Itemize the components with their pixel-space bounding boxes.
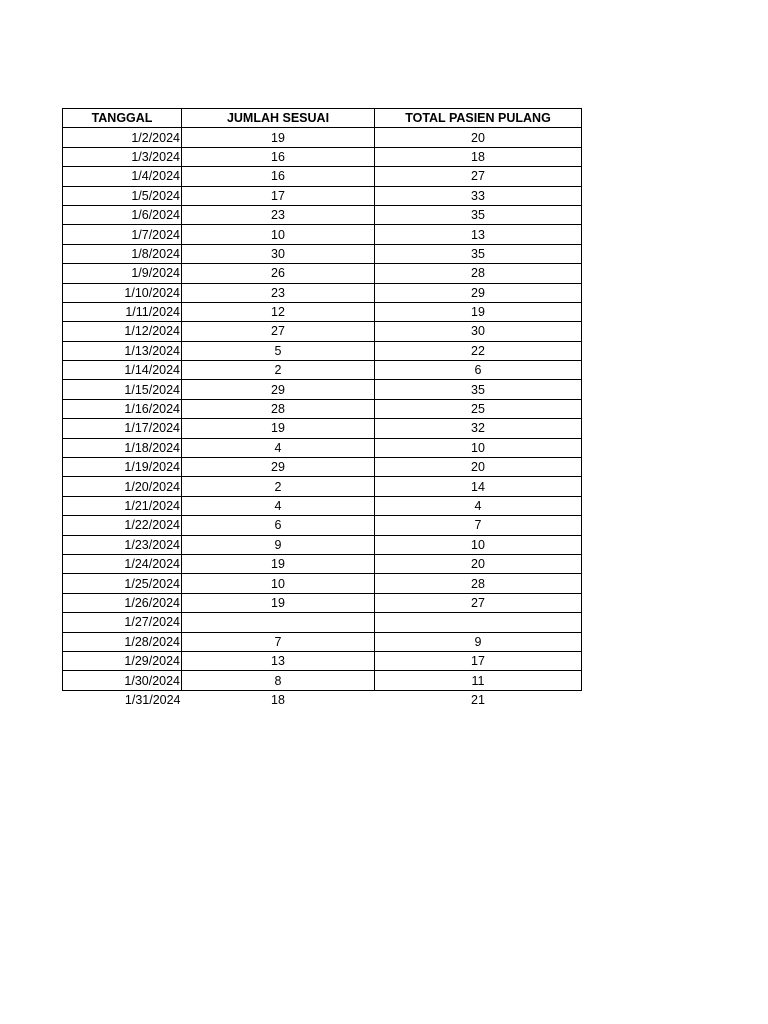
date-cell[interactable]: 1/9/2024	[63, 264, 182, 283]
table-row	[63, 574, 582, 593]
table-row	[63, 128, 582, 147]
date-cell[interactable]: 1/23/2024	[63, 535, 182, 554]
jumlah-sesuai-cell[interactable]: 29	[182, 458, 375, 477]
table-row	[63, 690, 582, 709]
date-cell[interactable]: 1/22/2024	[63, 516, 182, 535]
table-row	[63, 419, 582, 438]
total-pasien-pulang-cell[interactable]: 35	[375, 380, 582, 399]
total-pasien-pulang-cell[interactable]: 13	[375, 225, 582, 244]
table-row	[63, 458, 582, 477]
date-cell[interactable]: 1/3/2024	[63, 147, 182, 166]
date-cell[interactable]: 1/10/2024	[63, 283, 182, 302]
table-row	[63, 186, 582, 205]
table-row	[63, 477, 582, 496]
table-row	[63, 341, 582, 360]
total-pasien-pulang-cell[interactable]: 35	[375, 244, 582, 263]
jumlah-sesuai-cell[interactable]: 19	[182, 554, 375, 573]
date-cell[interactable]: 1/18/2024	[63, 438, 182, 457]
table-row	[63, 535, 582, 554]
jumlah-sesuai-cell[interactable]: 19	[182, 593, 375, 612]
total-pasien-pulang-cell[interactable]: 20	[375, 458, 582, 477]
table-row	[63, 147, 582, 166]
table-row	[63, 632, 582, 651]
date-cell[interactable]: 1/14/2024	[63, 361, 182, 380]
date-cell[interactable]: 1/28/2024	[63, 632, 182, 651]
date-cell[interactable]: 1/21/2024	[63, 496, 182, 515]
jumlah-sesuai-cell[interactable]: 18	[182, 690, 375, 709]
jumlah-sesuai-cell[interactable]: 5	[182, 341, 375, 360]
table-row	[63, 225, 582, 244]
table-row	[63, 361, 582, 380]
total-pasien-pulang-cell[interactable]	[375, 613, 582, 632]
jumlah-sesuai-cell[interactable]: 9	[182, 535, 375, 554]
total-pasien-pulang-cell[interactable]: 10	[375, 438, 582, 457]
date-cell[interactable]: 1/17/2024	[63, 419, 182, 438]
total-pasien-pulang-cell[interactable]: 25	[375, 399, 582, 418]
total-pasien-pulang-cell[interactable]: 33	[375, 186, 582, 205]
table-row	[63, 554, 582, 573]
jumlah-sesuai-cell[interactable]: 10	[182, 574, 375, 593]
jumlah-sesuai-cell[interactable]: 16	[182, 147, 375, 166]
table-row	[63, 651, 582, 670]
jumlah-sesuai-cell[interactable]: 2	[182, 477, 375, 496]
jumlah-sesuai-cell[interactable]: 19	[182, 128, 375, 147]
total-pasien-pulang-cell[interactable]: 20	[375, 554, 582, 573]
date-cell[interactable]: 1/15/2024	[63, 380, 182, 399]
total-pasien-pulang-cell[interactable]: 11	[375, 671, 582, 690]
jumlah-sesuai-cell[interactable]: 26	[182, 264, 375, 283]
header-total-pasien-pulang[interactable]: TOTAL PASIEN PULANG	[375, 109, 582, 128]
jumlah-sesuai-cell[interactable]: 27	[182, 322, 375, 341]
total-pasien-pulang-cell[interactable]: 32	[375, 419, 582, 438]
date-cell[interactable]: 1/7/2024	[63, 225, 182, 244]
table-row	[63, 283, 582, 302]
jumlah-sesuai-cell[interactable]: 2	[182, 361, 375, 380]
jumlah-sesuai-cell[interactable]	[182, 613, 375, 632]
jumlah-sesuai-cell[interactable]: 17	[182, 186, 375, 205]
table-row	[63, 496, 582, 515]
total-pasien-pulang-cell[interactable]: 27	[375, 593, 582, 612]
header-jumlah-sesuai[interactable]: JUMLAH SESUAI	[182, 109, 375, 128]
total-pasien-pulang-cell[interactable]: 19	[375, 302, 582, 321]
date-cell[interactable]: 1/29/2024	[63, 651, 182, 670]
table-row	[63, 671, 582, 690]
total-pasien-pulang-cell[interactable]: 35	[375, 205, 582, 224]
jumlah-sesuai-cell[interactable]: 10	[182, 225, 375, 244]
total-pasien-pulang-cell[interactable]: 30	[375, 322, 582, 341]
date-cell[interactable]: 1/6/2024	[63, 205, 182, 224]
table-row	[63, 380, 582, 399]
date-cell[interactable]: 1/26/2024	[63, 593, 182, 612]
jumlah-sesuai-cell[interactable]: 30	[182, 244, 375, 263]
table-row	[63, 322, 582, 341]
jumlah-sesuai-cell[interactable]: 4	[182, 438, 375, 457]
total-pasien-pulang-cell[interactable]: 20	[375, 128, 582, 147]
total-pasien-pulang-cell[interactable]: 21	[375, 690, 582, 709]
table-row	[63, 167, 582, 186]
date-cell[interactable]: 1/24/2024	[63, 554, 182, 573]
total-pasien-pulang-cell[interactable]: 29	[375, 283, 582, 302]
total-pasien-pulang-cell[interactable]: 14	[375, 477, 582, 496]
date-cell[interactable]: 1/5/2024	[63, 186, 182, 205]
jumlah-sesuai-cell[interactable]: 19	[182, 419, 375, 438]
table-row	[63, 593, 582, 612]
date-cell[interactable]: 1/31/2024	[63, 690, 182, 709]
total-pasien-pulang-cell[interactable]: 7	[375, 516, 582, 535]
header-tanggal[interactable]: TANGGAL	[63, 109, 182, 128]
table-row	[63, 516, 582, 535]
date-cell[interactable]: 1/27/2024	[63, 613, 182, 632]
jumlah-sesuai-cell[interactable]: 29	[182, 380, 375, 399]
date-cell[interactable]: 1/2/2024	[63, 128, 182, 147]
jumlah-sesuai-cell[interactable]: 12	[182, 302, 375, 321]
jumlah-sesuai-cell[interactable]: 8	[182, 671, 375, 690]
table-row	[63, 438, 582, 457]
date-cell[interactable]: 1/20/2024	[63, 477, 182, 496]
table-row	[63, 264, 582, 283]
jumlah-sesuai-cell[interactable]: 16	[182, 167, 375, 186]
jumlah-sesuai-cell[interactable]: 6	[182, 516, 375, 535]
total-pasien-pulang-cell[interactable]: 10	[375, 535, 582, 554]
data-table	[62, 108, 582, 709]
total-pasien-pulang-cell[interactable]: 4	[375, 496, 582, 515]
total-pasien-pulang-cell[interactable]: 6	[375, 361, 582, 380]
date-cell[interactable]: 1/13/2024	[63, 341, 182, 360]
date-cell[interactable]: 1/11/2024	[63, 302, 182, 321]
jumlah-sesuai-cell[interactable]: 28	[182, 399, 375, 418]
date-cell[interactable]: 1/4/2024	[63, 167, 182, 186]
table-body	[63, 128, 582, 709]
table-row	[63, 613, 582, 632]
jumlah-sesuai-cell[interactable]: 4	[182, 496, 375, 515]
jumlah-sesuai-cell[interactable]: 7	[182, 632, 375, 651]
total-pasien-pulang-cell[interactable]: 9	[375, 632, 582, 651]
total-pasien-pulang-cell[interactable]: 28	[375, 574, 582, 593]
table-row	[63, 244, 582, 263]
jumlah-sesuai-cell[interactable]: 13	[182, 651, 375, 670]
table-row	[63, 399, 582, 418]
date-cell[interactable]: 1/25/2024	[63, 574, 182, 593]
date-cell[interactable]: 1/30/2024	[63, 671, 182, 690]
total-pasien-pulang-cell[interactable]: 17	[375, 651, 582, 670]
jumlah-sesuai-cell[interactable]: 23	[182, 205, 375, 224]
total-pasien-pulang-cell[interactable]: 28	[375, 264, 582, 283]
total-pasien-pulang-cell[interactable]: 22	[375, 341, 582, 360]
table-row	[63, 302, 582, 321]
jumlah-sesuai-cell[interactable]: 23	[182, 283, 375, 302]
header-row	[63, 109, 582, 128]
total-pasien-pulang-cell[interactable]: 27	[375, 167, 582, 186]
date-cell[interactable]: 1/8/2024	[63, 244, 182, 263]
date-cell[interactable]: 1/16/2024	[63, 399, 182, 418]
date-cell[interactable]: 1/12/2024	[63, 322, 182, 341]
total-pasien-pulang-cell[interactable]: 18	[375, 147, 582, 166]
date-cell[interactable]: 1/19/2024	[63, 458, 182, 477]
table-row	[63, 205, 582, 224]
